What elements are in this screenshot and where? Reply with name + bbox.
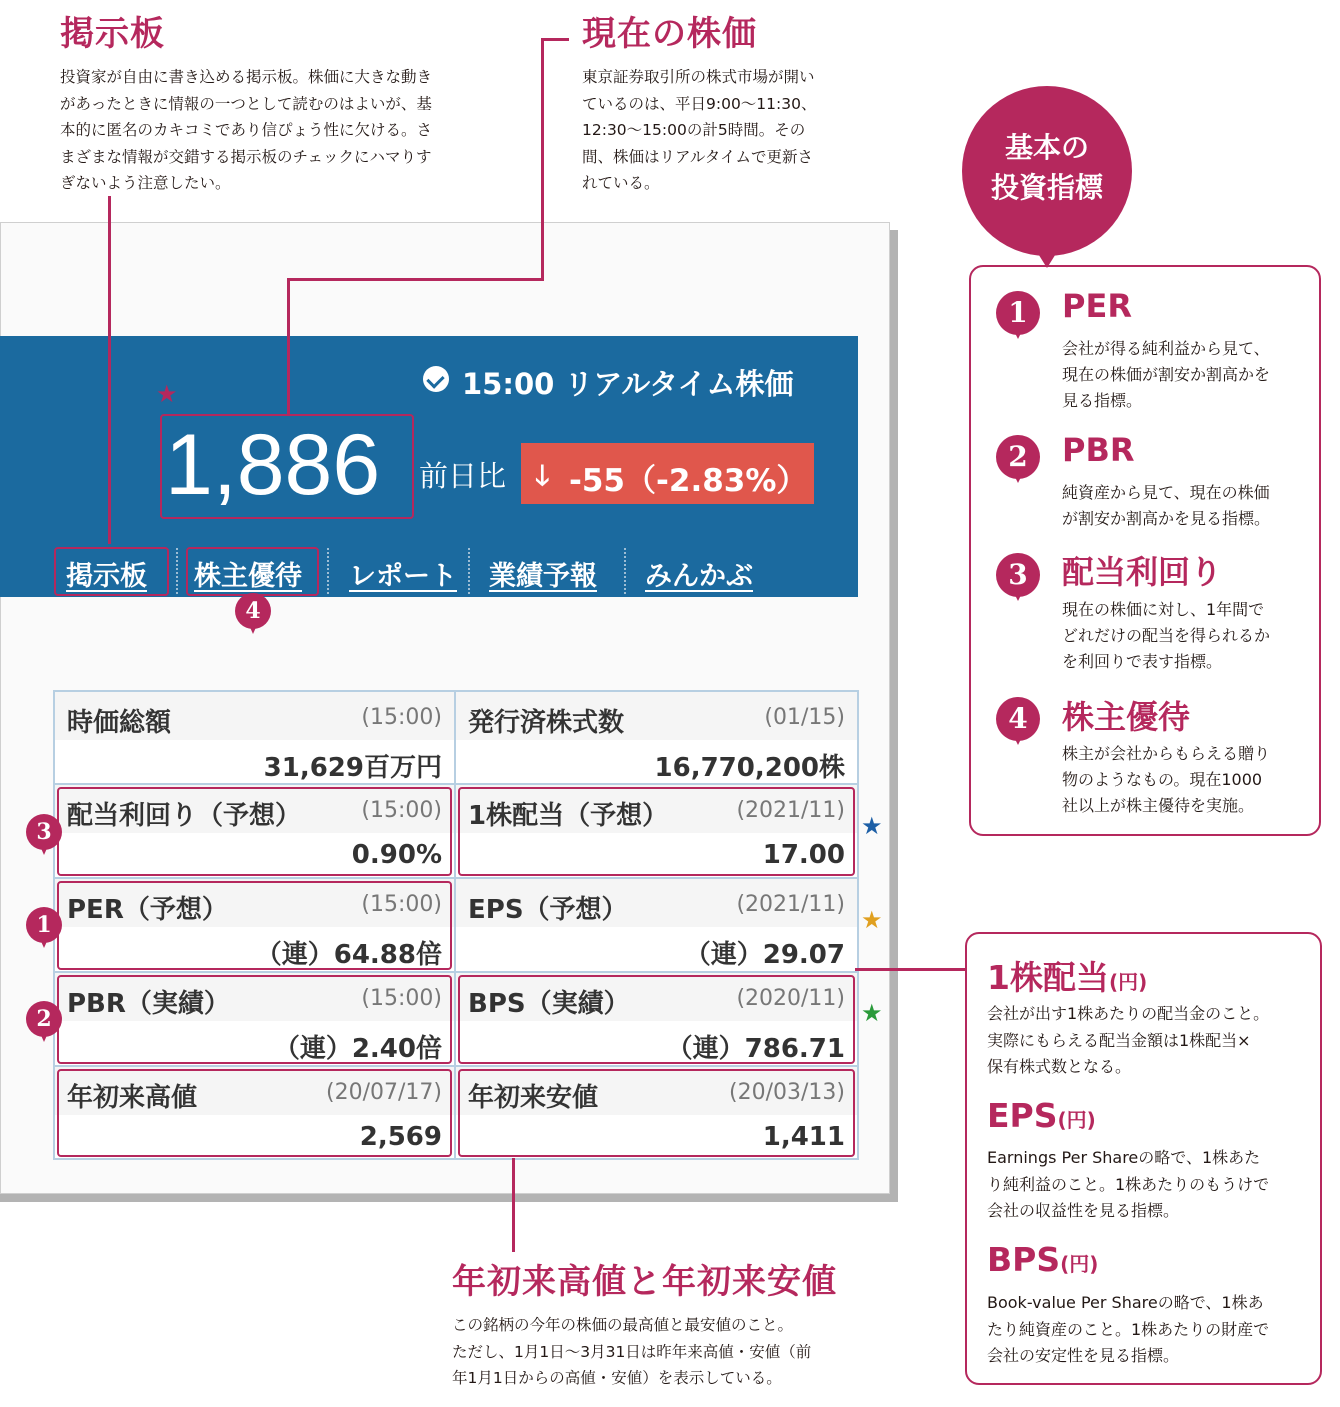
definitions-leader-line [855, 968, 967, 971]
table-cell-eps: EPS（予想） (2021/11) （連）29.07 [456, 879, 857, 971]
range-callout-title: 年初来高値と年初来安値 [452, 1262, 837, 1302]
nav-bbs-link[interactable]: 掲示板 [66, 561, 147, 592]
indicator-2-badge: 2 [996, 435, 1040, 479]
pbr-highlight [57, 975, 452, 1064]
table-cell-dividend-per-share: 1株配当（予想） (2021/11) 17.00 [456, 785, 857, 877]
indicator-pbr-title: PBR [1062, 431, 1135, 469]
indicators-heading: 基本の 投資指標 [990, 131, 1103, 204]
price-callout-text: 東京証券取引所の株式市場が開い ているのは、平日9:00〜11:30、 12:30〜15:00の計5時間。その 間、株価はリアルタイムで更新さ れている。 [582, 68, 817, 192]
indicator-per-text: 会社が得る純利益から見て、 現在の株価が割安か割高かを 見る指標。 [1062, 339, 1271, 410]
indicator-4-badge: 4 [996, 697, 1040, 741]
nav-forecast-link[interactable]: 業績予報 [489, 561, 597, 592]
indicator-1-badge: 1 [996, 291, 1040, 335]
indicator-3-badge: 3 [996, 553, 1040, 597]
nav-separator [327, 548, 329, 594]
price-change-value: -55（-2.83%） [569, 463, 808, 499]
marker-4-badge: 4 [235, 593, 271, 629]
nav-separator [624, 548, 626, 594]
dividend-per-share-highlight [458, 787, 855, 876]
heading-pointer [1037, 252, 1057, 268]
per-highlight [57, 881, 452, 970]
range-callout-text: この銘柄の今年の株価の最高値と最安値のこと。 ただし、1月1日〜3月31日は昨年来高値・安値（前 年1月1日からの高値・安値）を表示している。 [452, 1316, 812, 1387]
price-leader-drop [287, 278, 290, 414]
table-cell-ytd-high: 年初来高値 (20/07/17) 2,569 [55, 1067, 454, 1158]
price-change-badge [521, 443, 814, 504]
def-bps-text: Book-value Per Shareの略で、1株あ たり純資産のこと。1株あたりの財産で 会社の安定性を見る指標。 [987, 1293, 1270, 1365]
nav-separator [176, 548, 178, 594]
def-dividend-title: 1株配当(円) [987, 958, 1148, 997]
nav-separator [468, 548, 470, 594]
bps-highlight [458, 975, 855, 1064]
def-eps-title: EPS(円) [987, 1096, 1096, 1135]
indicator-benefits-text: 株主が会社からもらえる贈り 物のようなもの。現在1000 社以上が株主優待を実施。 [1062, 744, 1271, 815]
marker-2-badge: 2 [26, 1001, 62, 1037]
indicator-yield-title: 配当利回り [1062, 553, 1223, 591]
table-cell-ytd-low: 年初来安値 (20/03/13) 1,411 [456, 1067, 857, 1158]
dividend-yield-highlight [57, 787, 452, 876]
nav-benefits-link[interactable]: 株主優待 [194, 561, 302, 592]
table-cell-bps: BPS（実績） (2020/11) （連）786.71 [456, 973, 857, 1065]
table-cell-market-cap: 時価総額 (15:00) 31,629百万円 [55, 692, 454, 783]
ytd-high-highlight [57, 1069, 452, 1157]
star-icon-green: ★ [861, 999, 883, 1027]
def-eps-text: Earnings Per Shareの略で、1株あた り純利益のこと。1株あたりのもうけで 会社の収益性を見る指標。 [987, 1148, 1270, 1220]
bbs-leader-line [108, 196, 111, 544]
nav-minkabu-link[interactable]: みんかぶ [645, 561, 753, 592]
star-icon-blue: ★ [861, 812, 883, 840]
indicator-per-title: PER [1062, 287, 1132, 325]
def-dividend-text: 会社が出す1株あたりの配当金のこと。 実際にもらえる配当金額は1株配当× 保有株式数となる。 [987, 1004, 1270, 1076]
marker-3-badge: 3 [26, 814, 62, 850]
def-bps-title: BPS(円) [987, 1240, 1099, 1279]
price-leader-horizontal [287, 278, 544, 281]
price-leader-top [541, 38, 569, 41]
realtime-label: 15:00 リアルタイム株価 [462, 367, 794, 401]
star-icon-orange: ★ [861, 906, 883, 934]
indicator-pbr-text: 純資産から見て、現在の株価 が割安か割高かを見る指標。 [1062, 483, 1271, 528]
indicator-yield-text: 現在の株価に対し、1年間で どれだけの配当を得られるか を利回りで表す指標。 [1062, 600, 1271, 671]
table-cell-per: PER（予想） (15:00) （連）64.88倍 [55, 879, 454, 971]
price-callout-title: 現在の株価 [582, 14, 757, 54]
table-cell-pbr: PBR（実績） (15:00) （連）2.40倍 [55, 973, 454, 1065]
indicator-benefits-title: 株主優待 [1062, 698, 1191, 736]
ytd-low-highlight [458, 1069, 855, 1157]
bbs-callout-title: 掲示板 [60, 14, 165, 54]
nav-report-link[interactable]: レポート [349, 561, 457, 592]
compare-label: 前日比 [419, 459, 507, 493]
down-arrow-icon: 🡓 [535, 459, 550, 492]
table-cell-shares-issued: 発行済株式数 (01/15) 16,770,200株 [456, 692, 857, 783]
star-icon: ★ [156, 380, 178, 408]
current-price: 1,886 [165, 417, 381, 513]
bbs-callout-text: 投資家が自由に書き込める掲示板。株価に大きな動き があったときに情報の一つとして読むのはよいが、基 本的に匿名のカキコミであり信ぴょう性に欠ける。さ まざまな情報が交錯する掲示板のチェックにハマりす ぎないよう注意したい。 [60, 68, 433, 192]
range-leader-line [512, 1158, 515, 1252]
clock-check-icon [423, 366, 449, 392]
price-leader-vertical [541, 38, 544, 280]
table-cell-dividend-yield: 配当利回り（予想） (15:00) 0.90% [55, 785, 454, 877]
marker-1-badge: 1 [26, 907, 62, 943]
